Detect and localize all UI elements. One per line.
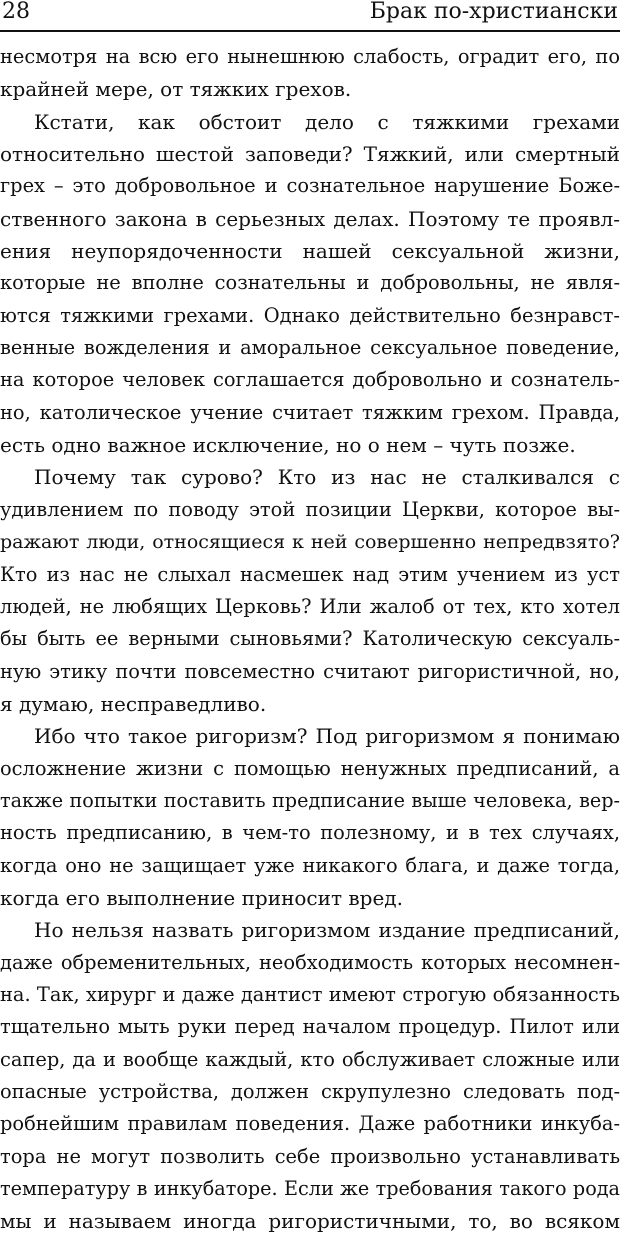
text-line: ность предписанию, в чем-то полезному, и в тех случаях, — [0, 821, 620, 845]
text-line: когда оно не защищает уже никакого блага, и даже тогда, — [0, 853, 620, 877]
text-line: крайней мере, от тяжких грехов. — [0, 77, 352, 102]
paragraph-2 — [0, 106, 620, 462]
text-line: ения неупорядоченности нашей сексуальной жизни, — [0, 239, 620, 264]
text-line: относительно шестой заповеди? Тяжкий, или смертный — [0, 142, 620, 167]
text-line: я думаю, несправедливо. — [0, 691, 267, 716]
paragraph-1 — [0, 41, 620, 106]
text-line: несмотря на всю его нынешнюю слабость, оградит его, по — [0, 45, 620, 68]
text-line: на которое человек соглашается добровольно и сознатель- — [0, 368, 620, 392]
text-line: робнейшим правилам поведения. Даже работники инкуба- — [0, 1112, 620, 1136]
text-line: даже обременительных, необходимость которых несомнен- — [0, 950, 620, 974]
text-line: на. Так, хирург и даже дантист имеют строгую обязанность — [0, 982, 620, 1006]
text-line: осложнение жизни с помощью ненужных предписаний, а — [0, 756, 620, 780]
running-title: Брак по-христиански — [369, 0, 618, 24]
text-line: Кто из нас не слыхал насмешек над этим учением из уст — [0, 562, 620, 586]
text-line: ную этику почти повсеместно считают ригористичной, но, — [0, 659, 620, 683]
text-line: бы быть ее верными сыновьями? Католическую сексуаль- — [0, 627, 620, 651]
text-line: грех – это добровольное и сознательное нарушение Боже- — [0, 174, 620, 198]
text-line: людей, не любящих Церковь? Или жалоб от тех, кто хотел — [0, 594, 620, 618]
text-line: ются тяжкими грехами. Однако действительно безнравст- — [0, 303, 620, 327]
text-line: которые не вполне сознательны и добровольны, не явля- — [0, 271, 620, 295]
page-body — [0, 41, 620, 1238]
text-line: тщательно мыть руки перед началом процедур. Пилот или — [0, 1015, 620, 1039]
text-line: когда его выполнение приносит вред. — [0, 885, 403, 910]
page-number: 28 — [2, 0, 30, 24]
paragraph-3 — [0, 461, 620, 720]
text-line: Но нельзя назвать ригоризмом издание предписаний, — [34, 918, 620, 943]
paragraph-4 — [0, 720, 620, 914]
text-line: Ибо что такое ригоризм? Под ригоризмом я понимаю — [34, 724, 620, 749]
page-header — [0, 0, 620, 32]
text-line: сапер, да и вообще каждый, кто обслуживает сложные или — [0, 1047, 620, 1071]
text-line: венные вожделения и аморальное сексуальное поведение, — [0, 336, 620, 360]
text-line: тора не могут позволить себе произвольно устанавливать — [0, 1144, 620, 1168]
text-line: но, католическое учение считает тяжким грехом. Правда, — [0, 400, 620, 424]
paragraph-5 — [0, 914, 620, 1237]
text-line: Кстати, как обстоит дело с тяжкими грехами — [34, 109, 620, 134]
text-line: также попытки поставить предписание выше человека, вер- — [0, 788, 620, 812]
text-line: температуру в инкубаторе. Если же требования такого рода — [0, 1177, 620, 1201]
text-line: удивлением по поводу этой позиции Церкви, которое вы- — [0, 497, 620, 521]
text-line: опасные устройства, должен скрупулезно следовать под- — [0, 1080, 620, 1103]
text-line: ственного закона в серьезных делах. Поэтому те проявл- — [0, 206, 620, 231]
text-line: ражают люди, относящиеся к ней совершенно непредвзято? — [0, 531, 620, 554]
text-line: есть одно важное исключение, но о нем – чуть позже. — [0, 433, 576, 458]
text-line: Почему так сурово? Кто из нас не сталкивался с — [34, 465, 620, 490]
text-line: мы и называем иногда ригористичными, то, во всяком — [0, 1209, 620, 1234]
